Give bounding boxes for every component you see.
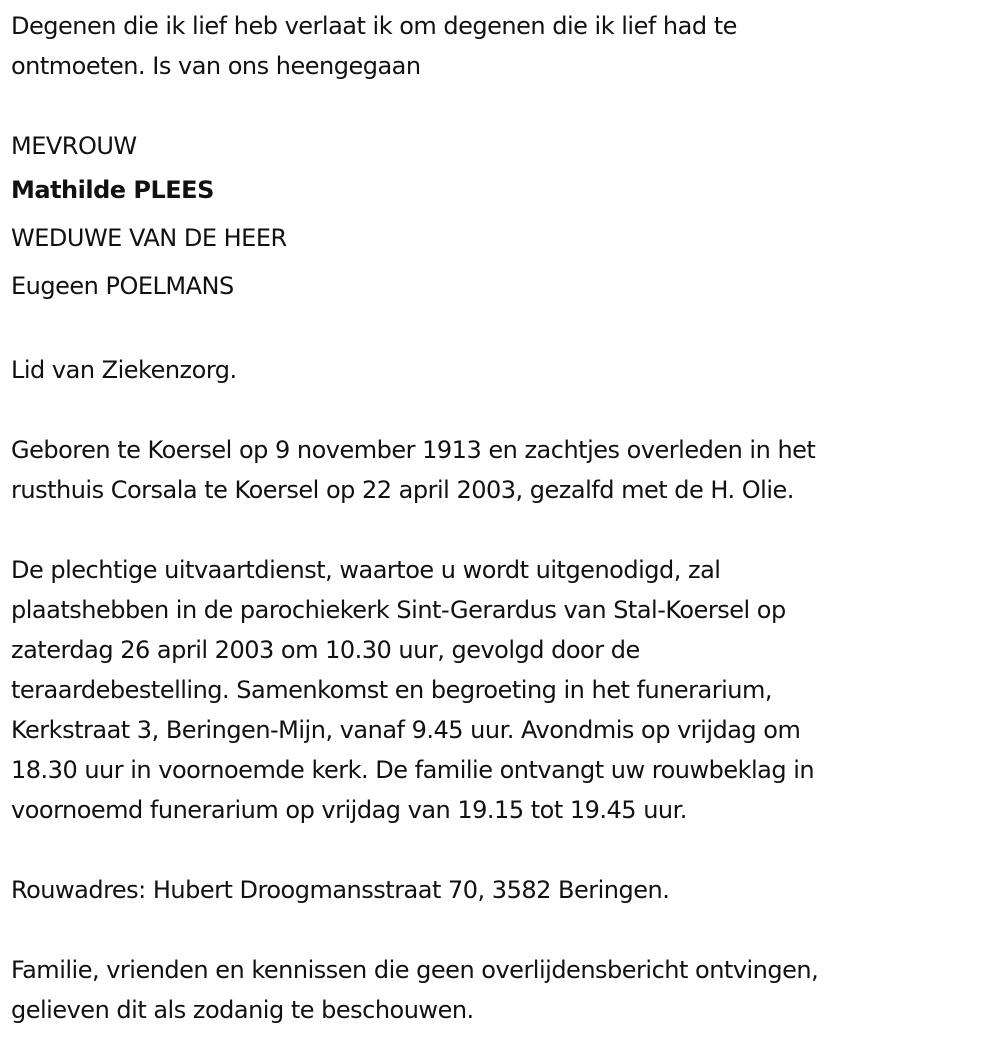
deceased-title: MEVROUW	[11, 132, 137, 160]
membership-line: Lid van Ziekenzorg.	[11, 356, 237, 384]
funeral-line: 18.30 uur in voornoemde kerk. De familie ontvangt uw rouwbeklag in	[11, 756, 815, 784]
deceased-name: Mathilde PLEES	[11, 176, 214, 204]
funeral-line: De plechtige uitvaartdienst, waartoe u wordt uitgenodigd, zal	[11, 556, 721, 584]
closing-line: Familie, vrienden en kennissen die geen overlijdensbericht ontvingen,	[11, 956, 819, 984]
birth-death-paragraph	[11, 430, 991, 510]
deceased-block	[11, 126, 991, 310]
address-paragraph	[11, 870, 991, 910]
funeral-paragraph	[11, 550, 991, 830]
closing-paragraph	[11, 950, 991, 1030]
funeral-line: zaterdag 26 april 2003 om 10.30 uur, gevolgd door de	[11, 636, 640, 664]
funeral-line: plaatshebben in de parochiekerk Sint-Gerardus van Stal-Koersel op	[11, 596, 786, 624]
birth-death-line: rusthuis Corsala te Koersel op 22 april 2003, gezalfd met de H. Olie.	[11, 476, 794, 504]
funeral-line: voornoemd funerarium op vrijdag van 19.15 tot 19.45 uur.	[11, 796, 687, 824]
intro-paragraph	[11, 6, 991, 86]
spouse-name: Eugeen POELMANS	[11, 272, 234, 300]
closing-line: gelieven dit als zodanig te beschouwen.	[11, 996, 474, 1024]
deceased-relation: WEDUWE VAN DE HEER	[11, 224, 287, 252]
intro-line: Degenen die ik lief heb verlaat ik om degenen die ik lief had te	[11, 12, 737, 40]
obituary-document	[11, 6, 991, 1030]
address-line: Rouwadres: Hubert Droogmansstraat 70, 3582 Beringen.	[11, 876, 670, 904]
intro-line: ontmoeten. Is van ons heengegaan	[11, 52, 421, 80]
funeral-line: teraardebestelling. Samenkomst en begroeting in het funerarium,	[11, 676, 773, 704]
funeral-line: Kerkstraat 3, Beringen-Mijn, vanaf 9.45 uur. Avondmis op vrijdag om	[11, 716, 801, 744]
birth-death-line: Geboren te Koersel op 9 november 1913 en zachtjes overleden in het	[11, 436, 816, 464]
membership-paragraph	[11, 350, 991, 390]
